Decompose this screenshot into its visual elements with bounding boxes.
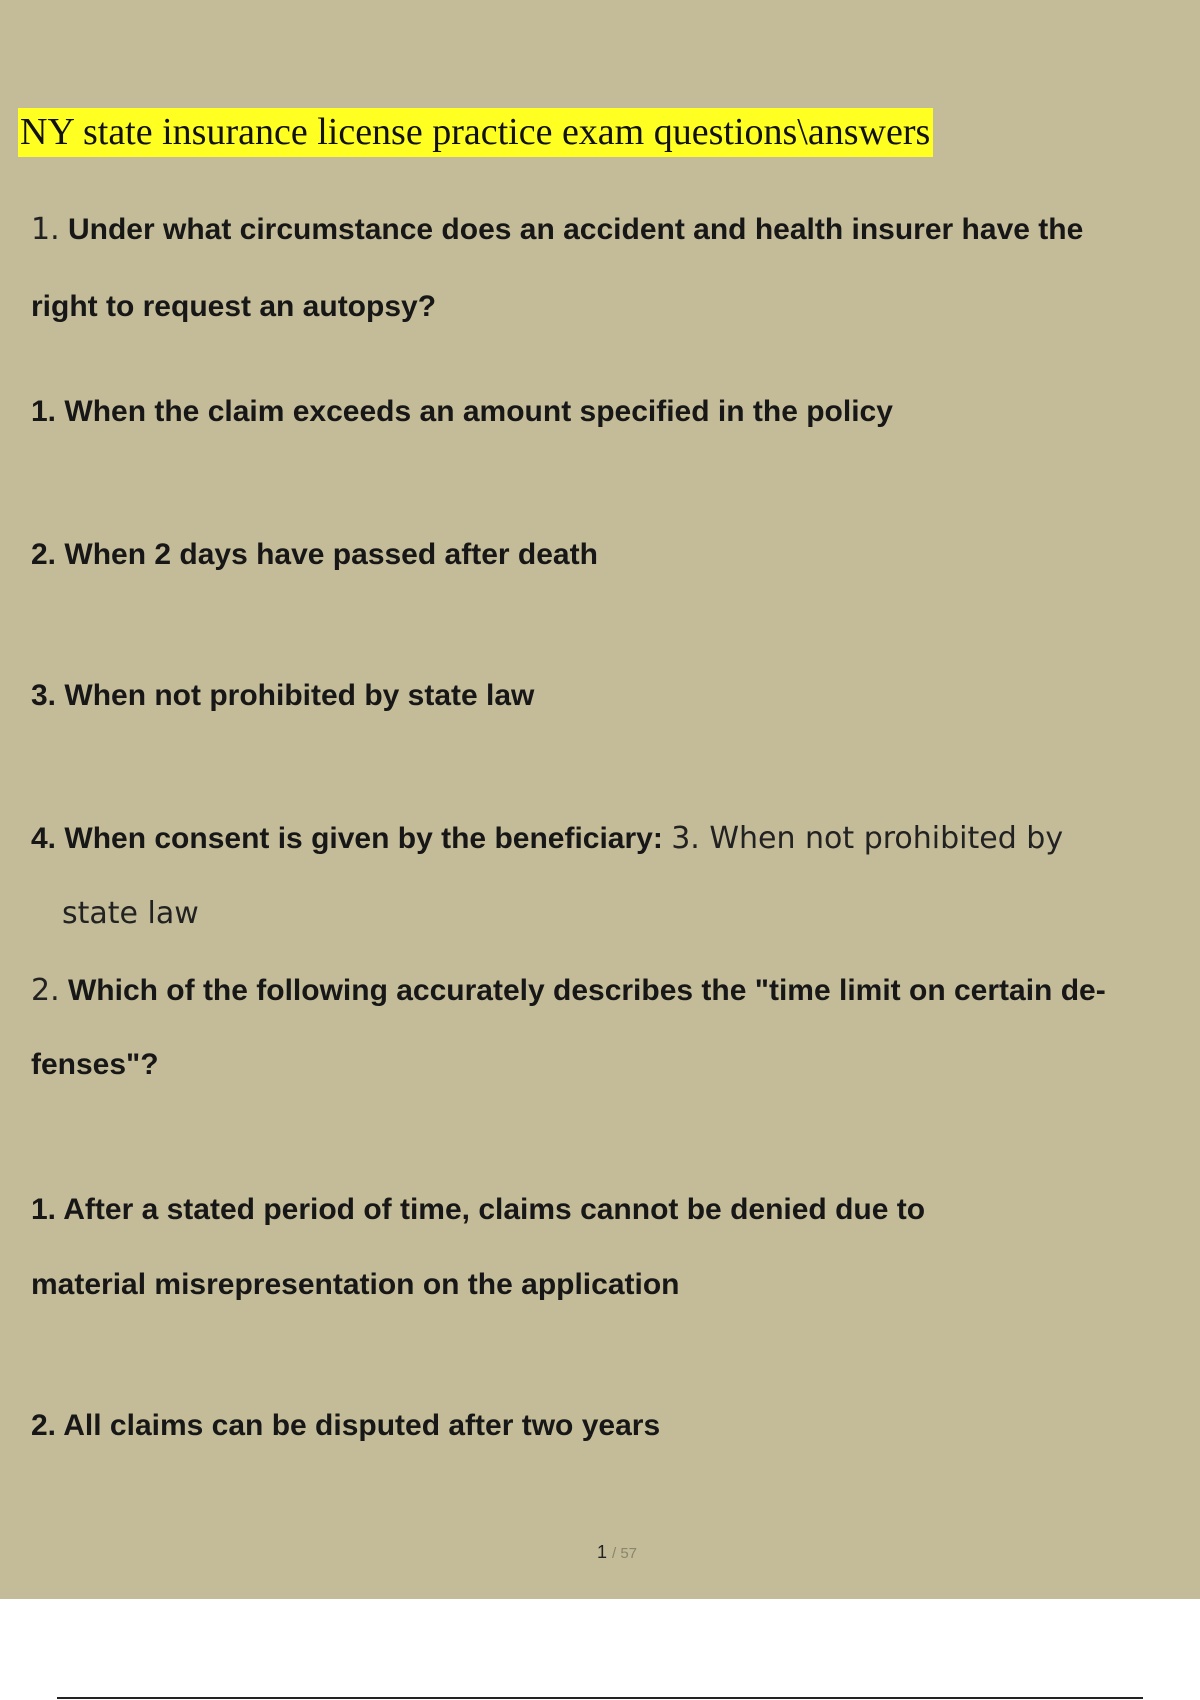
- option-text: When the claim exceeds an amount specified in the policy: [64, 395, 893, 428]
- option-text: All claims can be disputed after two years: [63, 1409, 661, 1442]
- option-number: 1.: [31, 1193, 57, 1226]
- question-2-line-1: [31, 972, 1106, 1010]
- question-2-text-line-2: fenses"?: [31, 1048, 159, 1081]
- question-2-number: 2.: [31, 973, 60, 1008]
- question-2-option-1-line-2: material misrepresentation on the application: [31, 1268, 680, 1301]
- question-1-option-2: [31, 536, 598, 574]
- question-2-option-1: [31, 1191, 925, 1229]
- question-1-text-line-1: Under what circumstance does an accident and health insurer have the: [67, 213, 1084, 246]
- page-current: 1: [596, 1542, 607, 1562]
- option-number: 2.: [31, 1409, 57, 1442]
- option-text: When not prohibited by state law: [64, 679, 535, 712]
- question-1-option-1: [31, 393, 893, 431]
- question-1-option-3: [31, 677, 534, 715]
- question-2-text-line-1: Which of the following accurately describes the "time limit on certain de-: [67, 974, 1106, 1007]
- next-page-top-rule: [57, 1697, 1143, 1699]
- option-text: After a stated period of time, claims cannot be denied due to: [63, 1193, 926, 1226]
- page-indicator: [0, 1542, 1200, 1563]
- option-number: 2.: [31, 538, 57, 571]
- option-number: 1.: [31, 395, 57, 428]
- option-number: 4.: [31, 822, 57, 855]
- question-1-answer: 3. When not prohibited by: [671, 821, 1064, 856]
- question-1-answer-line-2: state law: [62, 896, 199, 931]
- document-title: NY state insurance license practice exam questions\answers: [18, 108, 933, 157]
- question-2-option-2: [31, 1407, 660, 1445]
- question-1-option-4: [31, 820, 1063, 858]
- question-1-text-line-2: right to request an autopsy?: [31, 290, 437, 323]
- option-text: When consent is given by the beneficiary:: [64, 822, 663, 855]
- option-number: 3.: [31, 679, 57, 712]
- option-text: When 2 days have passed after death: [64, 538, 598, 571]
- question-1-line-1: [31, 211, 1083, 249]
- page-total: / 57: [612, 1545, 638, 1562]
- question-1-number: 1.: [31, 212, 60, 247]
